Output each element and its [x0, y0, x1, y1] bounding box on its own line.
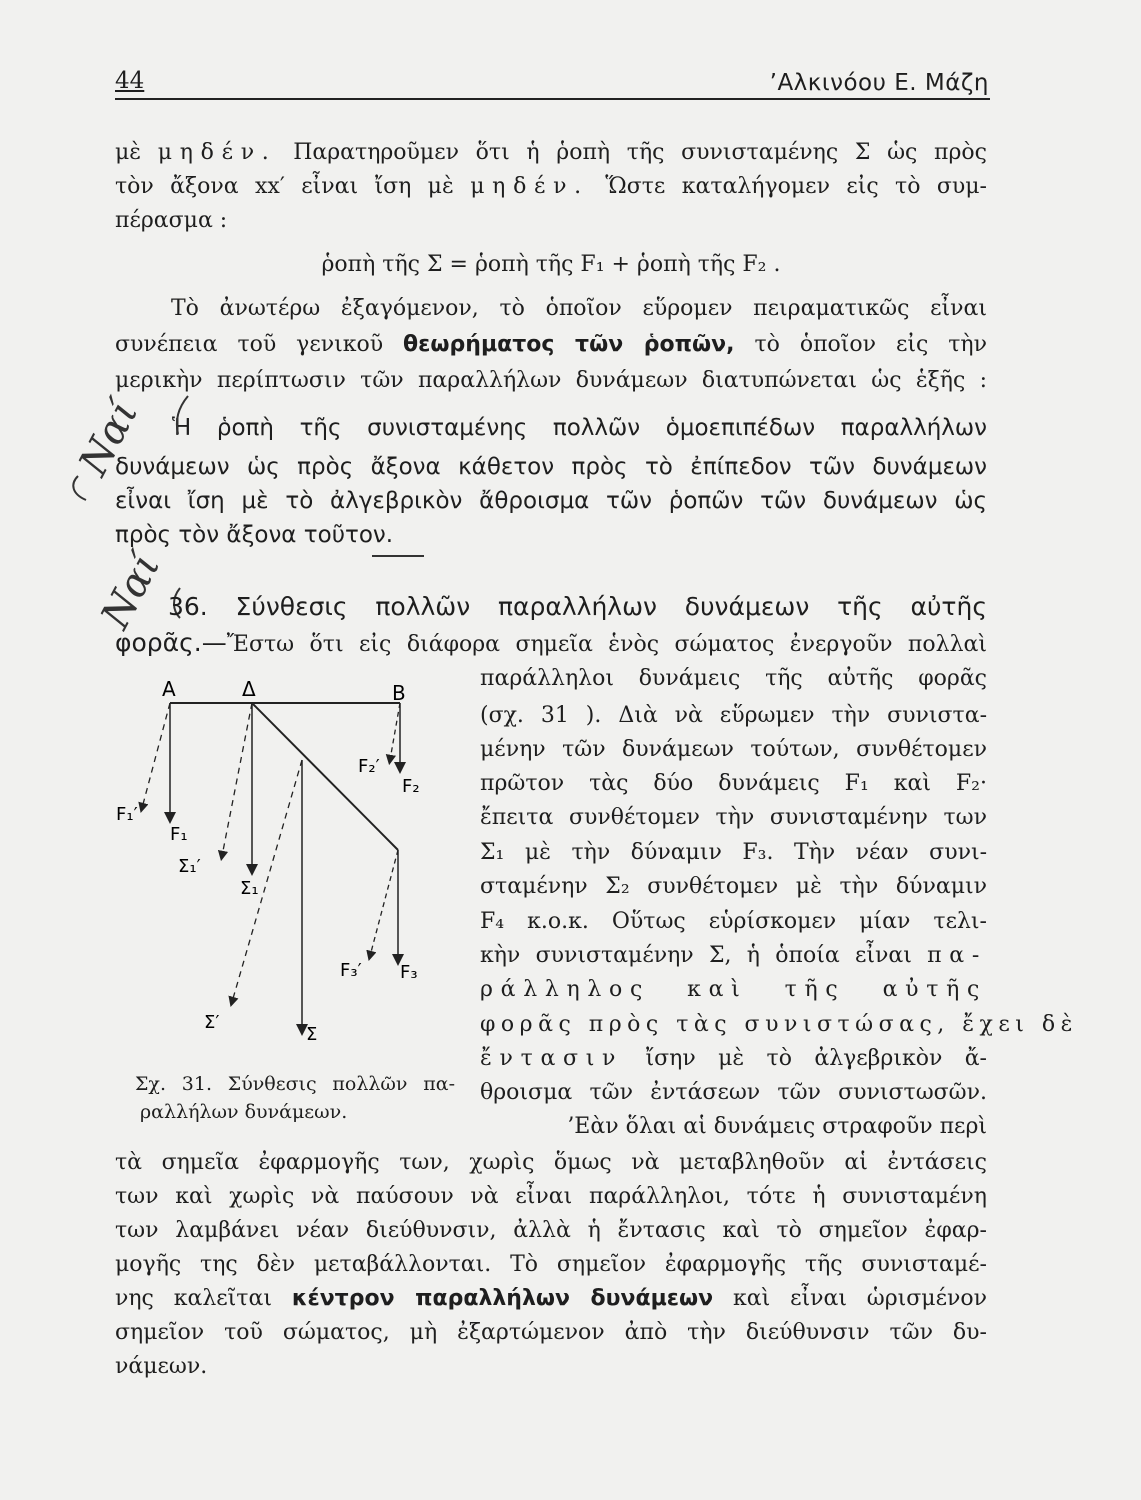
- caption-line2: ραλλήλων δυνάμεων.: [140, 1101, 348, 1123]
- para1-line2: τὸν ἄξονα xx′ εἶναι ἴση μὲ μηδέν. Ὥστε καταλήγομεν εἰς τὸ συμ-: [115, 174, 987, 199]
- section-line1: φορᾶς.—Ἔστω ὅτι εἰς διάφορα σημεῖα ἑνὸς σώματος ἐνεργοῦν πολλαὶ: [115, 628, 987, 657]
- right-line-4: πρῶτον τὰς δύο δυνάμεις F₁ καὶ F₂·: [480, 771, 987, 796]
- body-line-4: μογῆς της δὲν μεταβάλλονται. Τὸ σημεῖον ἐφαρμογῆς τῆς συνισταμέ-: [115, 1252, 987, 1277]
- right-line-1: παράλληλοι δυνάμεις τῆς αὐτῆς φορᾶς: [480, 666, 987, 691]
- label-F2-prime: F₂′: [358, 756, 380, 777]
- para1-line3: πέρασμα :: [115, 208, 228, 233]
- right-line-5: ἔπειτα συνθέτομεν τὴν συνισταμένην των: [480, 805, 987, 830]
- force-F3-prime: [370, 850, 398, 956]
- body-line-2: των καὶ χωρὶς νὰ παύσουν νὰ εἶναι παράλληλοι, τότε ἡ συνισταμένη: [115, 1184, 987, 1209]
- right-line-11: φορᾶς πρὸς τὰς συνιστώσας, ἔχει δὲ: [480, 1012, 1078, 1037]
- pen-stroke: [372, 555, 424, 557]
- label-F1: F₁: [170, 824, 188, 845]
- right-line-9: κὴν συνισταμένην Σ, ἡ ὁποία εἶναι πα-: [480, 943, 987, 968]
- right-line-3: μένην τῶν δυνάμεων τούτων, συνθέτομεν: [480, 737, 987, 762]
- label-D: Δ: [242, 677, 256, 701]
- right-line-8: F₄ κ.ο.κ. Οὕτως εὑρίσκομεν μίαν τελι-: [480, 909, 987, 934]
- para2-line1: Τὸ ἀνωτέρω ἐξαγόμενον, τὸ ὁποῖον εὕρομεν πειραματικῶς εἶναι: [171, 296, 987, 321]
- label-A: A: [162, 677, 176, 701]
- force-S1-prime: [222, 703, 252, 856]
- handwritten-note-1: Ναί: [70, 392, 148, 484]
- formula: ῥοπὴ τῆς Σ = ῥοπὴ τῆς F₁ + ῥοπὴ τῆς F₂ .: [321, 252, 781, 277]
- label-F3-prime: F₃′: [340, 960, 362, 981]
- body-line-5: νης καλεῖται κέντρον παραλλήλων δυνάμεων καὶ εἶναι ὡρισμένον: [115, 1286, 987, 1311]
- para1-line1: μὲ μηδέν. Παρατηροῦμεν ὅτι ἡ ῥοπὴ τῆς συνισταμένης Σ ὡς πρὸς: [115, 140, 987, 165]
- page-number: 44: [115, 68, 145, 94]
- right-line-14: ’Εὰν ὅλαι αἱ δυνάμεις στραφοῦν περὶ: [567, 1114, 987, 1139]
- right-line-2: (σχ. 31 ). Διὰ νὰ εὕρωμεν τὴν συνιστα-: [480, 703, 987, 728]
- label-S1-prime: Σ₁′: [178, 856, 201, 877]
- running-title: ’Αλκινόου Ε. Μάζη: [769, 70, 989, 96]
- theorem-line3: εἶναι ἴση μὲ τὸ ἀλγεβρικὸν ἄθροισμα τῶν ῥοπῶν τῶν δυνάμεων ὡς: [115, 488, 987, 514]
- right-line-6: Σ₁ μὲ τὴν δύναμιν F₃. Τὴν νέαν συνι-: [480, 840, 987, 865]
- right-line-13: θροισμα τῶν ἐντάσεων τῶν συνιστωσῶν.: [480, 1080, 987, 1105]
- body-line-7: νάμεων.: [115, 1354, 208, 1379]
- right-line-10: ράλληλος καὶ τῆς αὐτῆς: [480, 977, 987, 1002]
- label-S1: Σ₁: [240, 878, 259, 899]
- force-F2-prime: [390, 703, 400, 760]
- right-line-12: ἔντασιν ἴσην μὲ τὸ ἀλγεβρικὸν ἄ-: [480, 1046, 987, 1071]
- theorem-line1: Ἡ ῥοπὴ τῆς συνισταμένης πολλῶν ὁμοεπιπέδων παραλλήλων: [172, 415, 987, 441]
- section-title: 36. Σύνθεσις πολλῶν παραλλήλων δυνάμεων τῆς αὐτῆς: [168, 592, 987, 621]
- theorem-line2: δυνάμεων ὡς πρὸς ἄξονα κάθετον πρὸς τὸ ἐπίπεδον τῶν δυνάμεων: [115, 454, 987, 480]
- header-rule: [115, 98, 990, 100]
- figure-31: [100, 660, 460, 1060]
- body-line-6: σημεῖον τοῦ σώματος, μὴ ἐξαρτώμενον ἀπὸ τὴν διεύθυνσιν τῶν δυ-: [115, 1320, 987, 1345]
- figure-caption: [135, 1070, 455, 1126]
- body-line-1: τὰ σημεῖα ἐφαρμογῆς των, χωρὶς ὅμως νὰ μεταβληθοῦν αἱ ἐντάσεις: [115, 1150, 987, 1175]
- body-line-3: των λαμβάνει νέαν διεύθυνσιν, ἀλλὰ ἡ ἔντασις καὶ τὸ σημεῖον ἐφαρ-: [115, 1218, 987, 1243]
- label-F1-prime: F₁′: [116, 804, 138, 825]
- force-F1-prime: [142, 703, 170, 808]
- theorem-line4: πρὸς τὸν ἄξονα τοῦτον.: [115, 522, 394, 548]
- label-F3: F₃: [400, 962, 418, 983]
- handwritten-note-2: Ναί: [92, 545, 170, 637]
- label-F2: F₂: [402, 776, 420, 797]
- label-B: B: [392, 681, 406, 705]
- label-S: Σ: [306, 1024, 318, 1045]
- para2-line3: μερικὴν περίπτωσιν τῶν παραλλήλων δυνάμεων διατυπώνεται ὡς ἑξῆς :: [115, 368, 987, 393]
- caption-line1: Σχ. 31. Σύνθεσις πολλῶν πα-: [135, 1073, 455, 1095]
- para2-line2: συνέπεια τοῦ γενικοῦ θεωρήματος τῶν ῥοπῶν, τὸ ὁποῖον εἰς τὴν: [115, 332, 987, 357]
- right-line-7: σταμένην Σ₂ συνθέτομεν μὲ τὴν δύναμιν: [480, 874, 987, 899]
- label-S-prime: Σ′: [204, 1012, 220, 1033]
